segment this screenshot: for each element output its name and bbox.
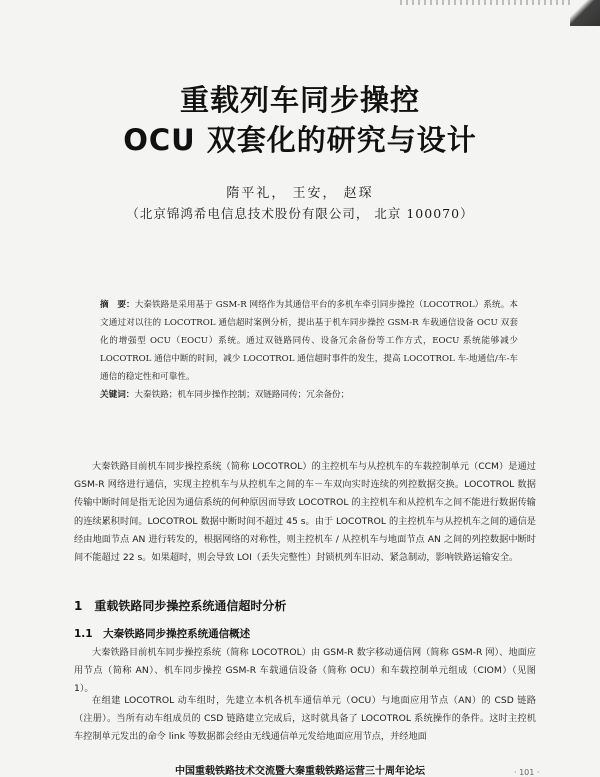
paper-title-line1: 重载列车同步操控 bbox=[179, 83, 420, 117]
section-heading-1: 1 重载铁路同步操控系统通信超时分析 bbox=[74, 599, 287, 613]
scan-edge-noise bbox=[400, 0, 570, 5]
keywords-text: 大秦铁路；机车同步操作控制；双链路同传；冗余备份； bbox=[134, 390, 350, 400]
subsection-heading-1-1: 1.1 大秦铁路同步操控系统通信概述 bbox=[74, 628, 251, 640]
abstract bbox=[100, 296, 518, 386]
keywords bbox=[100, 386, 518, 404]
abstract-label: 摘 要： bbox=[100, 300, 135, 310]
body-paragraph-intro: 大秦铁路目前机车同步操控系统（简称 LOCOTROL）的主控机车与从控机车的车载控制单元（CCM）是通过 GSM-R 网络进行通信，实现主控机车与从控机车之间的车－车双向实时连续的列控数据交换。LOCOTROL 数据传输中断时间是指无论因为通信系统的何种原因而导致 LOCOTROL 的主控机车和从控机车之间不能进行数据传输的连续累积时间。LOCOTROL 数据中断时间不超过 45 s。由于 LOCOTROL 的主控机车与从控机车之间的通信是经由地面节点 AN 进行转发的，根据网络的对称性，则主控机车 / 从控机车与地面节点 AN 之间的列控数据中断时间不能超过 22 s。如果超时，则会导致 LOI（丢失完整性）封锁机列车旧动、紧急制动，影响铁路运输安全。 bbox=[74, 461, 536, 564]
body-paragraph-overview: 大秦铁路目前机车同步操控系统（简称 LOCOTROL）由 GSM-R 数字移动通信网（简称 GSM-R 网）、地面应用节点（简称 AN）、机车同步操控 GSM-R 车载通信设备（简称 OCU）和车载控制单元组成（CIOM）（见图 1）。 bbox=[74, 647, 536, 695]
affiliation: （北京锦鸿希电信息技术股份有限公司， 北京 100070） bbox=[126, 206, 474, 221]
keywords-label: 关键词： bbox=[100, 390, 135, 400]
page-footer: 中国重载铁路技术交流暨大秦重载铁路运营三十周年论坛 bbox=[175, 766, 425, 777]
page-number: · 101 · bbox=[514, 768, 540, 777]
abstract-text: 大秦铁路是采用基于 GSM-R 网络作为其通信平台的多机车牵引同步操控（LOCOTROL）系统。本文通过对以往的 LOCOTROL 通信超时案例分析，提出基于机车同步操控 GSM-R 车载通信设备 OCU 双套化的增强型 OCU（EOCU）系统。通过双链路同传、设备冗余备份等工作方式，EOCU 系统能够减少 LOCOTROL 通信中断的时间，减少 LOCOTROL 通信超时事件的发生，提高 LOCOTROL 车-地通信/车-车通信的稳定性和可靠性。 bbox=[100, 300, 518, 382]
paper-title-line2: OCU 双套化的研究与设计 bbox=[123, 123, 477, 157]
body-paragraph-setup: 在组建 LOCOTROL 动车组时，先建立本机各机车通信单元（OCU）与地面应用节点（AN）的 CSD 链路（注册）。当所有动车组成员的 CSD 链路建立完成后，这时就具备了 LOCOTROL 系统操作的条件。这时主控机车控制单元发出的命令 link 等数据都会经由无线通信单元发给地面应用节点，并经地面 bbox=[74, 695, 536, 743]
authors: 隋平礼， 王安， 赵琛 bbox=[226, 186, 374, 201]
scan-corner-mark bbox=[570, 0, 600, 26]
